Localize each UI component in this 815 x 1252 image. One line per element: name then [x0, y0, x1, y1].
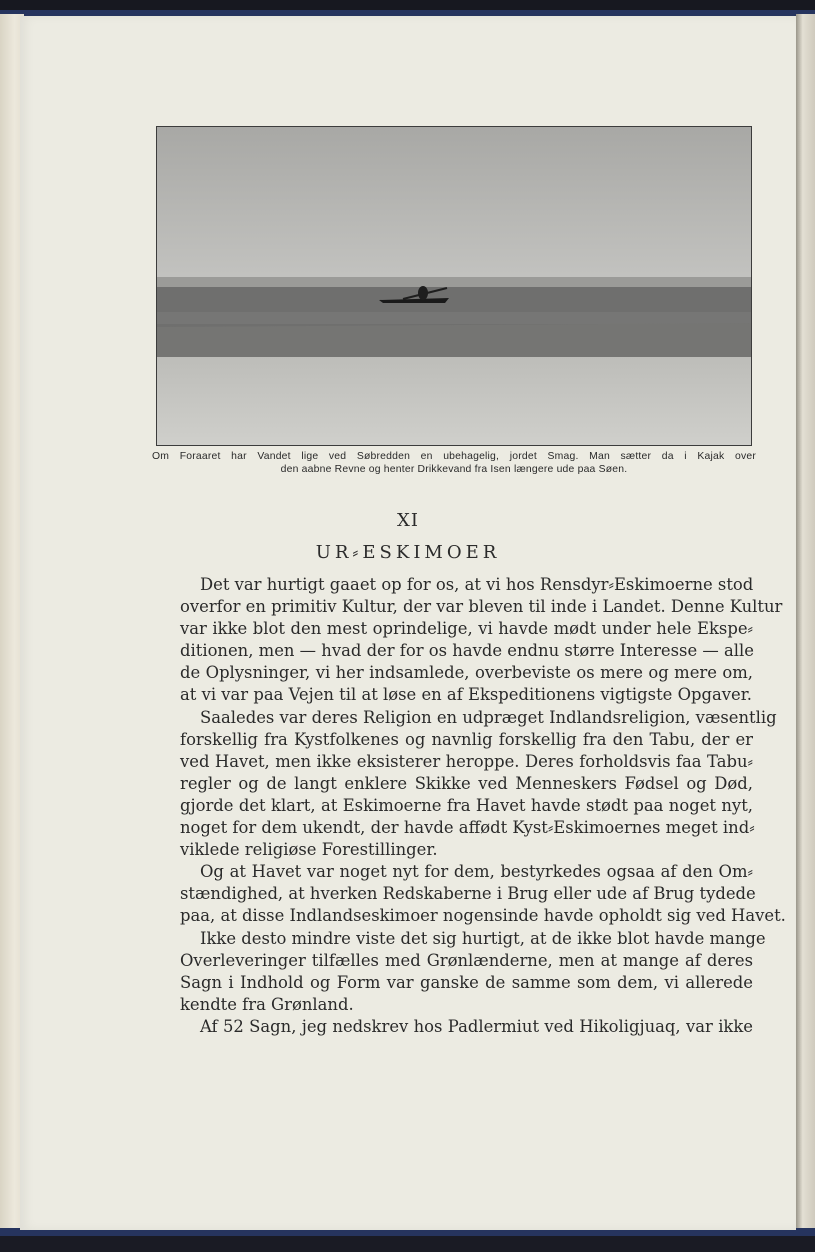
body-text — [180, 574, 786, 1038]
text-line: Og at Havet var noget nyt for dem, bestyrkedes ogsaa af den Om⸗ — [200, 862, 753, 882]
text-line: Det var hurtigt gaaet op for os, at vi hos Rensdyr⸗Eskimoerne stod — [200, 575, 754, 594]
sky — [157, 127, 751, 287]
photo-caption — [152, 450, 756, 476]
page-right-edge — [796, 14, 815, 1232]
caption-line-2: den aabne Revne og henter Drikkevand fra Isen længere ude paa Søen. — [280, 464, 628, 475]
text-line: var ikke blot den mest oprindelige, vi havde mødt under hele Ekspe⸗ — [180, 619, 753, 639]
text-line: overfor en primitiv Kultur, der var bleven til inde i Landet. Denne Kultur — [180, 597, 783, 617]
text-line: Ikke desto mindre viste det sig hurtigt, at de ikke blot havde mange — [200, 928, 766, 948]
text-line: de Oplysninger, vi her indsamlede, overbeviste os mere og mere om, — [180, 663, 753, 683]
text-line: noget for dem ukendt, der havde affødt Kyst⸗Eskimoernes meget ind⸗ — [180, 818, 755, 838]
text-line: ved Havet, men ikke eksisterer heroppe. Deres forholdsvis faa Tabu⸗ — [180, 751, 753, 771]
text-line: at vi var paa Vejen til at løse en af Ekspeditionens vigtigste Opgaver. — [180, 685, 752, 705]
text-line: forskellig fra Kystfolkenes og navnlig forskellig fra den Tabu, der er — [180, 729, 753, 749]
chapter-number: XI — [397, 510, 419, 531]
ice-foreground — [157, 357, 751, 445]
text-line: paa, at disse Indlandseskimoer nogensinde havde opholdt sig ved Havet. — [180, 906, 786, 926]
text-line: gjorde det klart, at Eskimoerne fra Havet havde stødt paa noget nyt, — [180, 795, 753, 815]
caption-line-1: Om Foraaret har Vandet lige ved Søbredden en ubehagelig, jordet Smag. Man sætter da i Kajak over — [152, 451, 756, 462]
chapter-title: UR⸗ESKIMOER — [315, 542, 501, 563]
book-bottom-edge — [0, 1228, 815, 1252]
text-line: stændighed, at hverken Redskaberne i Brug eller ude af Brug tydede — [180, 884, 756, 904]
text-line: viklede religiøse Forestillinger. — [180, 840, 438, 860]
text-line: Saaledes var deres Religion en udpræget Indlandsreligion, væsentlig — [200, 707, 777, 727]
text-line: Overleveringer tilfælles med Grønlænderne, men at mange af deres — [180, 950, 753, 970]
text-line: Af 52 Sagn, jeg nedskrev hos Padlermiut ved Hikoligjuaq, var ikke — [200, 1016, 753, 1036]
text-line: kendte fra Grønland. — [180, 994, 354, 1014]
text-line: ditionen, men — hvad der for os havde endnu større Interesse — alle — [180, 641, 754, 661]
water-ripples — [157, 312, 751, 324]
book-page — [20, 16, 796, 1230]
text-line: regler og de langt enklere Skikke ved Menneskers Fødsel og Død, — [180, 773, 753, 793]
text-line: Sagn i Indhold og Form var ganske de samme som dem, vi allerede — [180, 972, 753, 992]
kayak-photo — [156, 126, 752, 446]
